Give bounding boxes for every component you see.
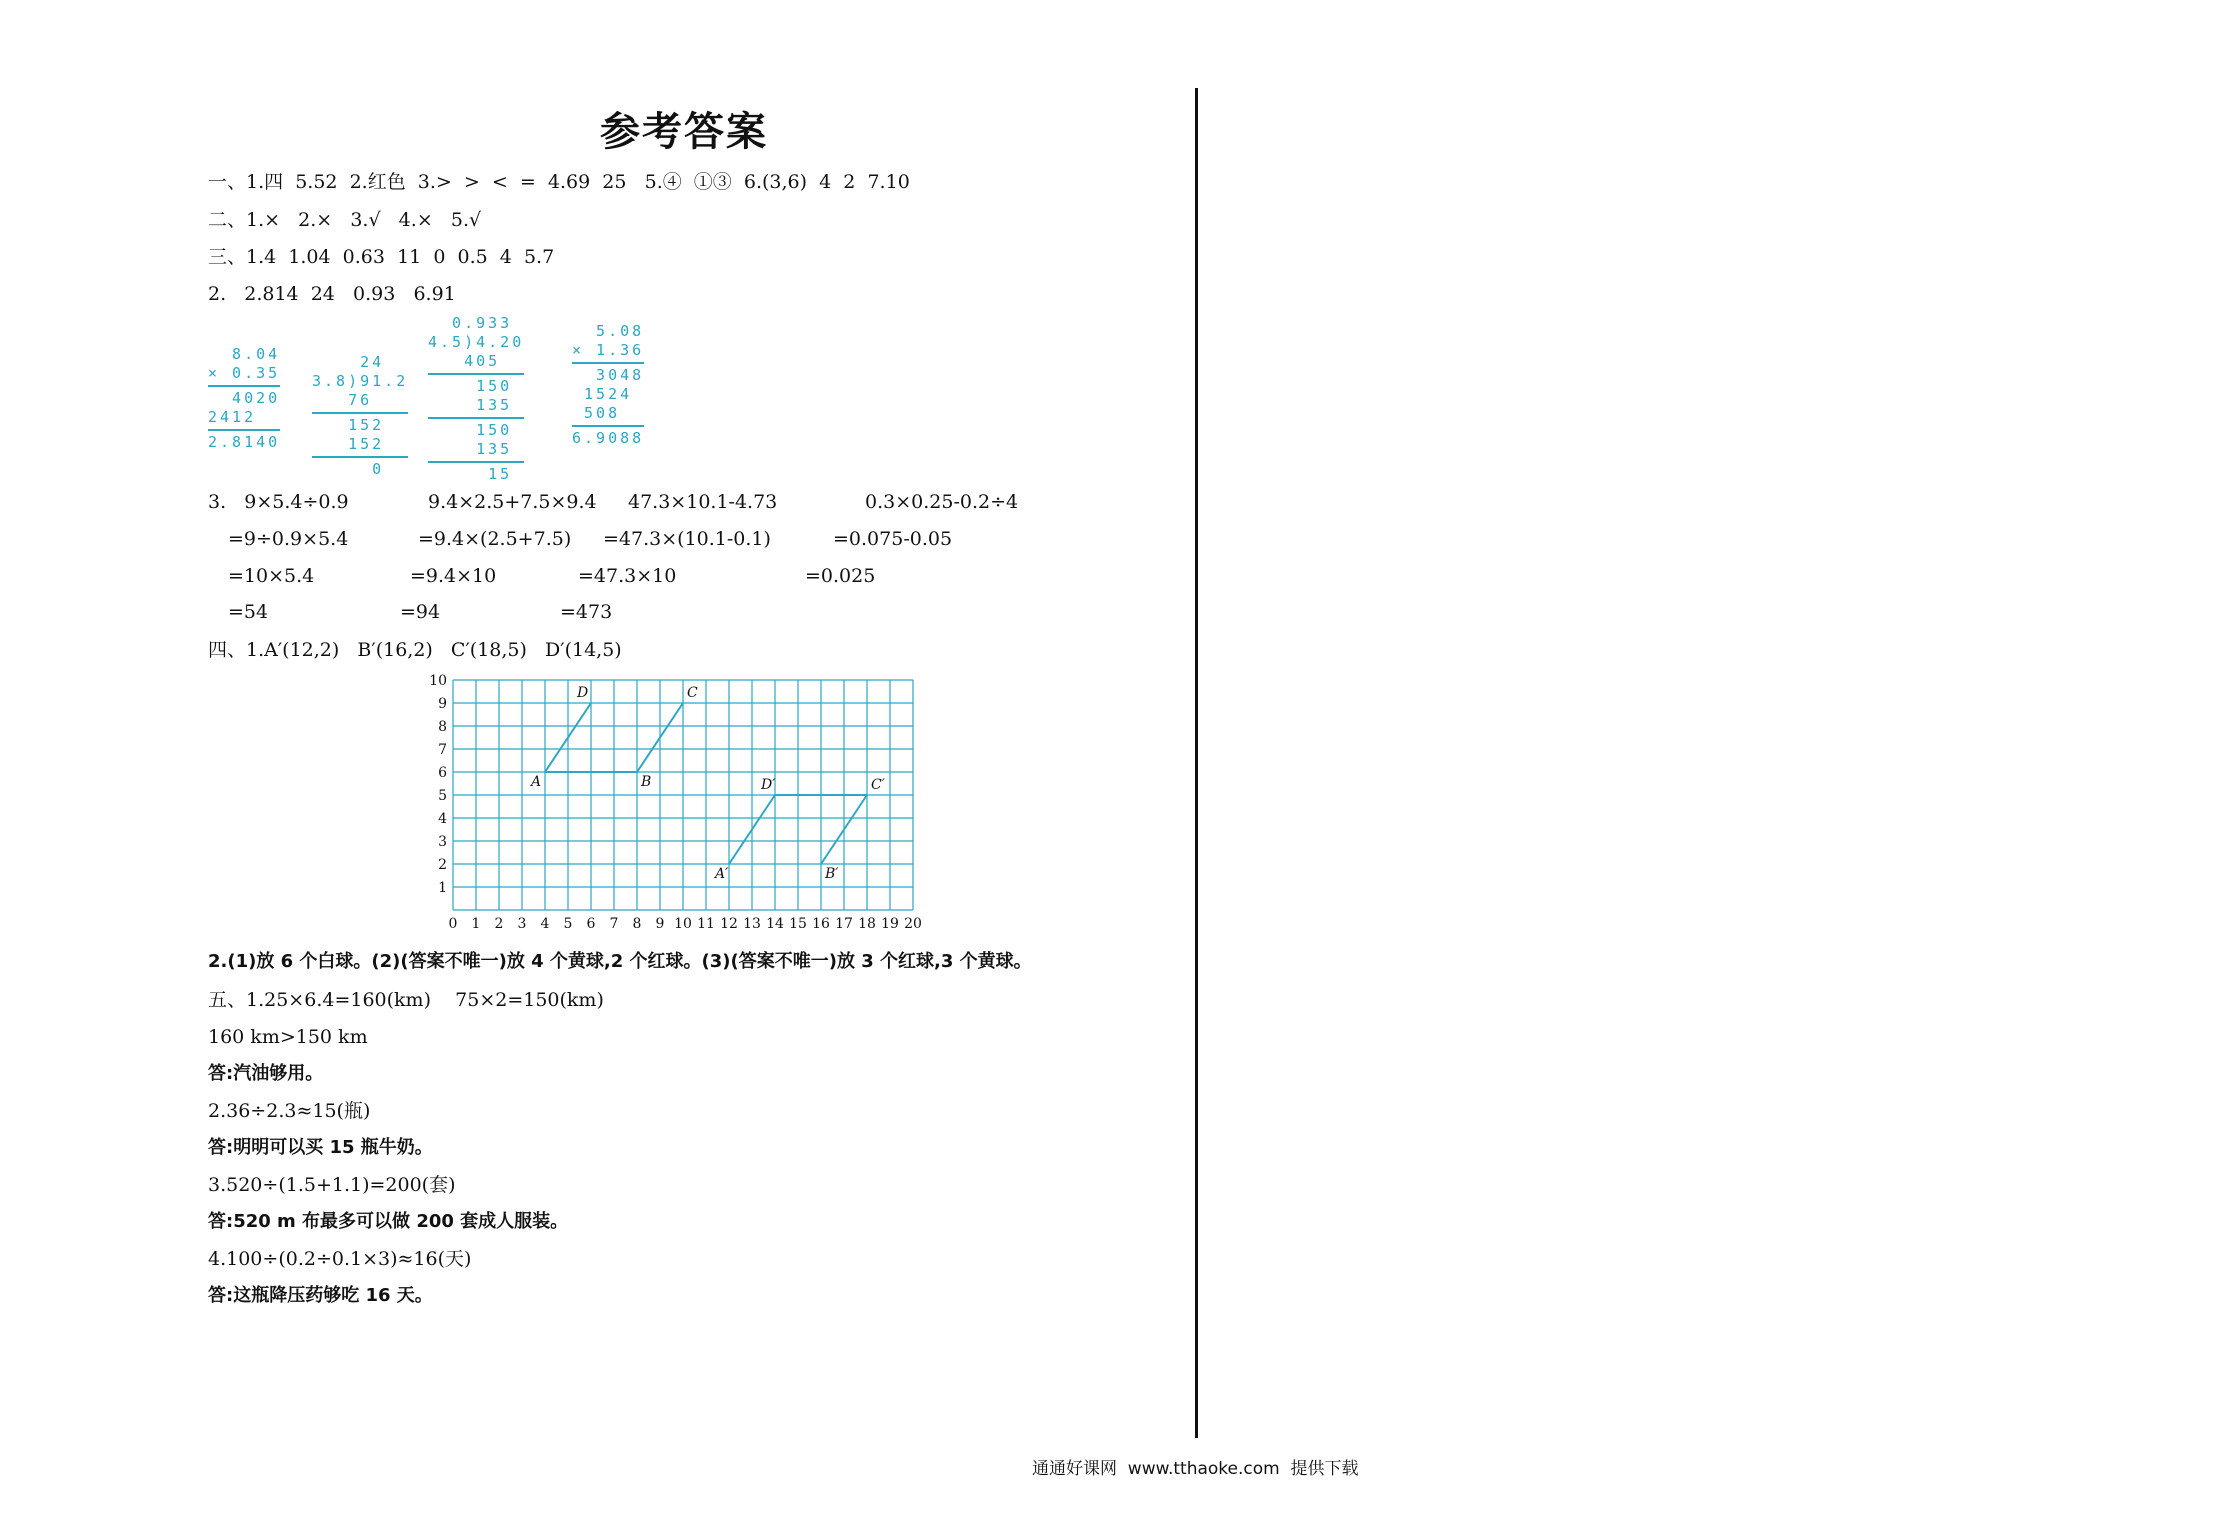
calc-expr: 0.3×0.25-0.2÷4 xyxy=(865,491,1019,513)
calc2-row: 152 xyxy=(312,435,385,453)
answer-section-4-line-1: 四、1.A′(12,2) B′(16,2) C′(18,5) D′(14,5) xyxy=(208,639,622,661)
y-tick-label: 9 xyxy=(438,696,447,712)
point-label: B′ xyxy=(825,866,839,882)
x-tick-label: 11 xyxy=(697,916,715,932)
calc3-row: 150 xyxy=(428,421,513,439)
x-tick-label: 2 xyxy=(494,916,504,932)
x-tick-label: 14 xyxy=(766,916,784,932)
x-tick-label: 17 xyxy=(835,916,853,932)
answer-section-5-line-4: 2.36÷2.3≈15(瓶) xyxy=(208,1100,371,1122)
y-tick-label: 2 xyxy=(438,857,447,873)
y-tick-label: 4 xyxy=(438,811,447,827)
x-tick-label: 5 xyxy=(563,916,573,932)
y-tick-label: 10 xyxy=(429,673,447,689)
x-tick-label: 19 xyxy=(881,916,899,932)
x-tick-label: 10 xyxy=(674,916,692,932)
x-tick-label: 8 xyxy=(632,916,642,932)
calc-step: =10×5.4 xyxy=(228,565,315,587)
answer-section-5-line-9: 答:这瓶降压药够吃 16 天。 xyxy=(208,1285,433,1306)
calc3-row: 135 xyxy=(428,440,513,458)
x-tick-label: 13 xyxy=(743,916,761,932)
calc1-row: 2.8140 xyxy=(208,433,281,451)
calc3-row: 150 xyxy=(428,377,513,395)
x-tick-label: 12 xyxy=(720,916,738,932)
calc4-row: × 1.36 xyxy=(572,341,645,359)
calc3-row: 0.933 xyxy=(428,314,513,332)
y-tick-label: 3 xyxy=(438,834,447,850)
x-tick-label: 20 xyxy=(904,916,922,932)
calc3-row: 135 xyxy=(428,396,513,414)
x-tick-label: 16 xyxy=(812,916,830,932)
calc3-row: 4.5)4.20 xyxy=(428,333,525,351)
answer-section-4-line-2: 2.(1)放 6 个白球。(2)(答案不唯一)放 4 个黄球,2 个红球。(3)(答案不唯一)放 3 个红球,3 个黄球。 xyxy=(208,951,1032,972)
x-tick-label: 0 xyxy=(448,916,458,932)
calc-multiplication-1 xyxy=(208,345,280,452)
y-tick-label: 1 xyxy=(438,880,447,896)
x-tick-label: 15 xyxy=(789,916,807,932)
calc4-row: 508 xyxy=(572,404,621,422)
x-tick-label: 7 xyxy=(609,916,619,932)
point-label: B xyxy=(641,774,652,790)
point-label: A xyxy=(531,774,542,790)
calc3-row: 15 xyxy=(428,465,513,483)
point-label: D xyxy=(577,685,589,701)
answer-section-5-line-2: 160 km>150 km xyxy=(208,1026,368,1048)
calc-division-2 xyxy=(428,314,524,484)
calc3-row: 405 xyxy=(428,352,501,370)
calc-result: =94 xyxy=(400,601,441,623)
calc-result: =54 xyxy=(228,601,269,623)
calc2-row: 3.8)91.2 xyxy=(312,372,409,390)
x-tick-label: 18 xyxy=(858,916,876,932)
x-tick-label: 3 xyxy=(517,916,527,932)
calc2-row: 152 xyxy=(312,416,385,434)
answer-section-5-line-8: 4.100÷(0.2÷0.1×3)≈16(天) xyxy=(208,1248,472,1270)
calc-step: =0.025 xyxy=(805,565,876,587)
calc-expr: 3. 9×5.4÷0.9 xyxy=(208,491,349,513)
y-tick-label: 6 xyxy=(438,765,447,781)
calc-step: =0.075-0.05 xyxy=(833,528,953,550)
y-tick-label: 8 xyxy=(438,719,447,735)
calc4-row: 3048 xyxy=(572,366,645,384)
answer-line-1: 一、1.四 5.52 2.红色 3.> > < = 4.69 25 5.④ ①③ 6.(3,6) 4 2 7.10 xyxy=(208,171,910,193)
answer-section-5-line-1: 五、1.25×6.4=160(km) 75×2=150(km) xyxy=(208,989,604,1011)
calc-expr: 47.3×10.1-4.73 xyxy=(628,491,778,513)
point-label: C′ xyxy=(871,777,885,793)
x-tick-label: 1 xyxy=(471,916,481,932)
calc1-row: 4020 xyxy=(208,389,281,407)
calc-step: =9÷0.9×5.4 xyxy=(228,528,349,550)
answer-line-2: 二、1.× 2.× 3.√ 4.× 5.√ xyxy=(208,209,482,231)
calc4-row: 5.08 xyxy=(572,322,645,340)
calc-step: =9.4×(2.5+7.5) xyxy=(418,528,572,550)
calc-result: =473 xyxy=(560,601,613,623)
coordinate-grid-chart xyxy=(425,670,935,940)
point-label: D′ xyxy=(761,777,776,793)
footer-text: 通通好课网 www.tthaoke.com 提供下载 xyxy=(1032,1459,1359,1479)
x-tick-label: 9 xyxy=(655,916,665,932)
column-divider xyxy=(1195,88,1198,1438)
answer-line-4: 2. 2.814 24 0.93 6.91 xyxy=(208,283,456,305)
calc2-row: 0 xyxy=(312,460,385,478)
page-title: 参考答案 xyxy=(600,109,768,155)
answer-line-3: 三、1.4 1.04 0.63 11 0 0.5 4 5.7 xyxy=(208,246,555,268)
calc2-row: 24 xyxy=(312,353,385,371)
calc1-row: × 0.35 xyxy=(208,364,281,382)
calc1-row: 2412 xyxy=(208,408,257,426)
answer-section-5-line-7: 答:520 m 布最多可以做 200 套成人服装。 xyxy=(208,1211,569,1232)
y-tick-label: 7 xyxy=(438,742,447,758)
calc-step: =9.4×10 xyxy=(410,565,497,587)
calc-division-1 xyxy=(312,353,408,479)
calc1-row: 8.04 xyxy=(208,345,281,363)
calc-multiplication-2 xyxy=(572,322,644,448)
y-tick-label: 5 xyxy=(438,788,447,804)
calc4-row: 1524 xyxy=(572,385,633,403)
calc2-row: 76 xyxy=(312,391,373,409)
calc4-row: 6.9088 xyxy=(572,429,645,447)
answer-section-5-line-3: 答:汽油够用。 xyxy=(208,1063,324,1084)
x-tick-label: 6 xyxy=(586,916,596,932)
calc-step: =47.3×10 xyxy=(578,565,677,587)
calc-step: =47.3×(10.1-0.1) xyxy=(603,528,771,550)
x-tick-label: 4 xyxy=(540,916,550,932)
calc-expr: 9.4×2.5+7.5×9.4 xyxy=(428,491,597,513)
point-label: C xyxy=(687,685,698,701)
answer-section-5-line-6: 3.520÷(1.5+1.1)=200(套) xyxy=(208,1174,456,1196)
point-label: A′ xyxy=(715,866,729,882)
answer-section-5-line-5: 答:明明可以买 15 瓶牛奶。 xyxy=(208,1137,433,1158)
